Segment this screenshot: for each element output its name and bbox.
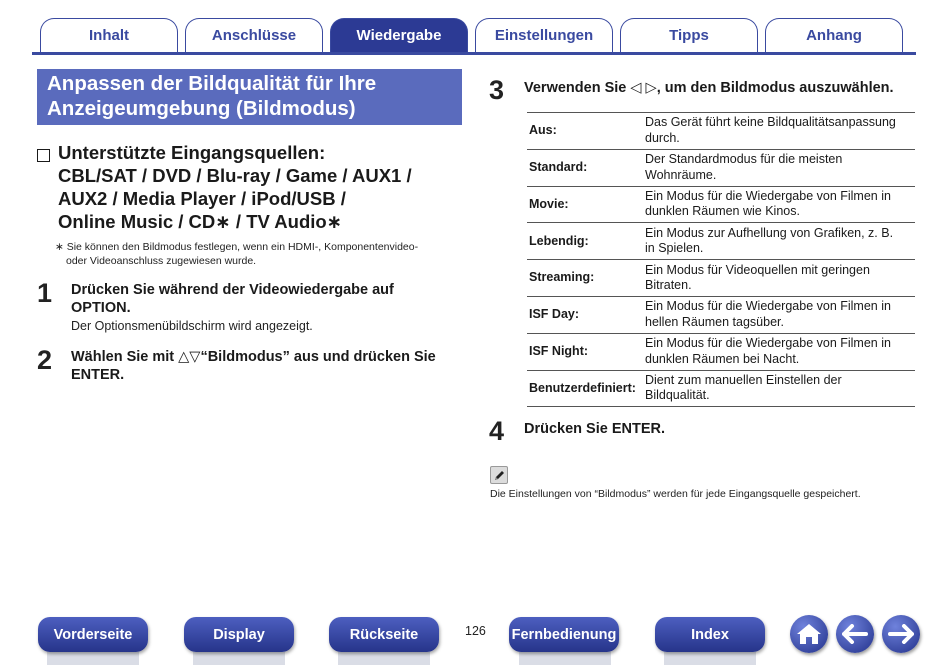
tab-einstellungen[interactable]: Einstellungen <box>475 18 613 52</box>
nav-button-shadow <box>193 652 285 665</box>
front-panel-button[interactable]: Vorderseite <box>38 617 148 652</box>
home-button[interactable] <box>790 615 828 653</box>
next-page-button[interactable] <box>882 615 920 653</box>
step-2-heading-line2: ENTER. <box>71 367 125 383</box>
top-tab-bar <box>32 15 916 55</box>
nav-button-shadow <box>338 652 430 665</box>
tab-baseline <box>32 52 916 55</box>
nav-button-shadow <box>664 652 756 665</box>
mode-name: Aus: <box>529 123 557 138</box>
remote-control-button[interactable]: Fernbedienung <box>509 617 619 652</box>
step-number: 2 <box>37 345 53 375</box>
nav-button-shadow <box>519 652 611 665</box>
sources-heading: Unterstützte Eingangsquellen: <box>58 142 326 163</box>
mode-description: Dient zum manuellen Einstellen der Bildqualität. <box>645 372 842 403</box>
mode-name: Streaming: <box>529 270 595 285</box>
mode-name: Lebendig: <box>529 233 589 248</box>
mode-description: Ein Modus zur Aufhellung von Grafiken, z. B. in Spielen. <box>645 225 894 256</box>
step-number: 3 <box>489 75 505 105</box>
home-icon <box>796 622 822 646</box>
tab-anhang[interactable]: Anhang <box>765 18 903 52</box>
table-row <box>527 296 915 333</box>
section-title <box>37 69 462 125</box>
mode-description: Das Gerät führt keine Bildqualitätsanpassung durch. <box>645 115 896 145</box>
sources-line: Online Music / CD∗ / TV Audio∗ <box>58 211 343 232</box>
table-row <box>527 223 915 260</box>
step-3-heading: Verwenden Sie ◁ ▷, um den Bildmodus auszuwählen. <box>524 80 894 96</box>
display-button[interactable]: Display <box>184 617 294 652</box>
step-number: 4 <box>489 416 505 446</box>
supported-sources <box>37 141 467 233</box>
arrow-right-icon <box>888 624 914 644</box>
step-1-body: Der Optionsmenübildschirm wird angezeigt. <box>71 319 313 333</box>
mode-name: Movie: <box>529 196 569 211</box>
mode-name: Benutzerdefiniert: <box>529 380 636 395</box>
checkbox-bullet-icon <box>37 149 50 162</box>
pencil-icon <box>490 466 508 484</box>
note-text: Die Einstellungen von “Bildmodus” werden für jede Eingangsquelle gespeichert. <box>490 488 861 500</box>
footnote-line2: oder Videoanschluss zugewiesen wurde. <box>66 255 257 267</box>
sources-line: CBL/SAT / DVD / Blu-ray / Game / AUX1 / <box>58 165 412 186</box>
footnote-line1: ∗ Sie können den Bildmodus festlegen, wenn ein HDMI-, Komponentenvideo- <box>55 241 419 253</box>
table-row <box>527 370 915 407</box>
step-1-heading-line1: Drücken Sie während der Videowiedergabe auf <box>71 282 394 298</box>
index-button[interactable]: Index <box>655 617 765 652</box>
tab-inhalt[interactable]: Inhalt <box>40 18 178 52</box>
section-title-line1: Anpassen der Bildqualität für Ihre <box>47 72 377 95</box>
table-row <box>527 149 915 186</box>
page-number: 126 <box>465 624 486 638</box>
mode-description: Ein Modus für die Wiedergabe von Filmen in dunklen Räumen wie Kinos. <box>645 188 891 219</box>
nav-button-shadow <box>47 652 139 665</box>
table-row <box>527 333 915 370</box>
mode-description: Der Standardmodus für die meisten Wohnräume. <box>645 152 843 182</box>
step-2-heading <box>71 348 471 384</box>
mode-description: Ein Modus für Videoquellen mit geringen Bitraten. <box>645 262 870 293</box>
step-4-heading: Drücken Sie ENTER. <box>524 421 666 437</box>
tab-wiedergabe[interactable]: Wiedergabe <box>330 18 468 52</box>
step-1-heading-line2: OPTION. <box>71 300 131 316</box>
mode-description: Ein Modus für die Wiedergabe von Filmen in dunklen Räumen bei Nacht. <box>645 336 891 366</box>
step-number: 1 <box>37 278 53 308</box>
sources-line: AUX2 / Media Player / iPod/USB / <box>58 188 346 209</box>
tab-anschluesse[interactable]: Anschlüsse <box>185 18 323 52</box>
picture-mode-table <box>527 112 915 407</box>
table-row <box>527 260 915 297</box>
footnote <box>55 240 455 268</box>
step-1-heading <box>71 281 461 317</box>
section-title-line2: Anzeigeumgebung (Bildmodus) <box>47 97 356 120</box>
step-2-heading-line1: Wählen Sie mit △▽“Bildmodus” aus und drücken Sie <box>71 349 436 365</box>
table-row <box>527 113 915 150</box>
mode-name: Standard: <box>529 159 588 174</box>
previous-page-button[interactable] <box>836 615 874 653</box>
mode-name: ISF Night: <box>529 343 589 358</box>
mode-name: ISF Day: <box>529 307 580 322</box>
arrow-left-icon <box>842 624 868 644</box>
table-row <box>527 186 915 223</box>
mode-description: Ein Modus für die Wiedergabe von Filmen in hellen Räumen tagsüber. <box>645 299 891 329</box>
rear-panel-button[interactable]: Rückseite <box>329 617 439 652</box>
tab-tipps[interactable]: Tipps <box>620 18 758 52</box>
